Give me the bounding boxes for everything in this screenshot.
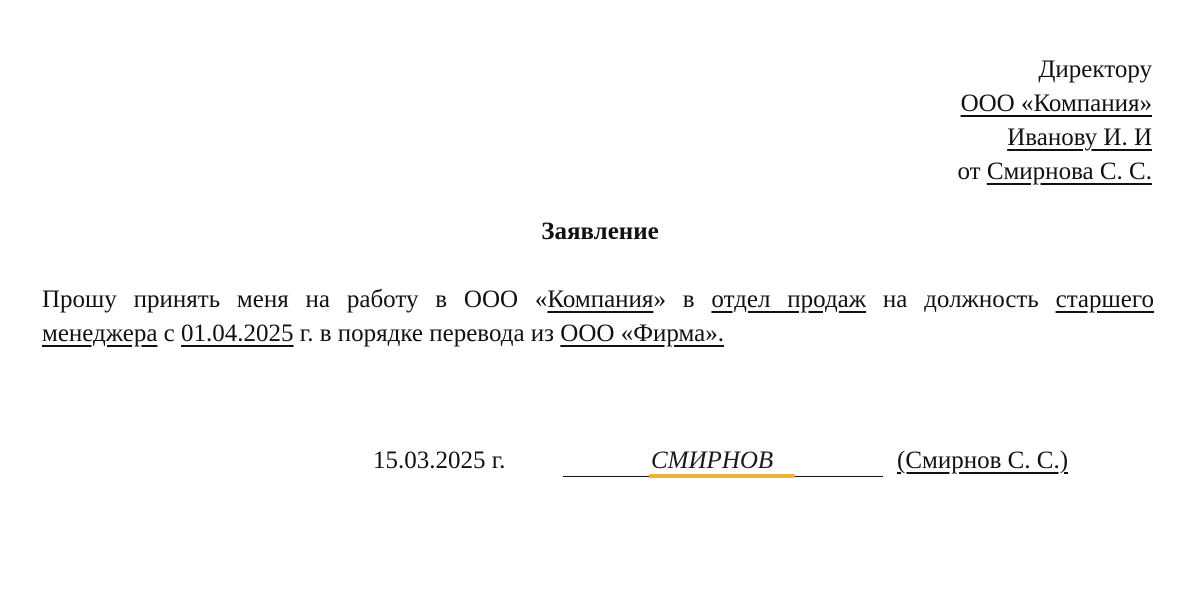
body-previous-employer: ООО «Фирма». — [560, 320, 724, 347]
addressee-director-name: Иванову И. И — [1007, 124, 1152, 151]
body-department: отдел продаж — [711, 286, 867, 313]
addressee-line-1: Директору — [1038, 56, 1152, 83]
body-text-5: г. в порядке перевода из — [293, 320, 561, 347]
from-prefix: от — [957, 158, 981, 185]
signature-row — [0, 444, 1200, 484]
body-text-3: на должность — [866, 286, 1056, 313]
addressee-company-line — [632, 87, 1152, 121]
body-text-2: » в — [653, 286, 712, 313]
application-date: 15.03.2025 г. — [373, 447, 506, 474]
body-line-2 — [42, 317, 1154, 351]
body-text-4: с — [157, 320, 182, 347]
addressee-block — [632, 53, 1152, 189]
body-position-part2: менеджера — [42, 320, 158, 347]
body-line-1 — [42, 283, 1154, 317]
document-title: Заявление — [541, 218, 659, 245]
body-start-date: 01.04.2025 — [181, 320, 294, 347]
from-name: Смирнова С. С. — [986, 158, 1152, 185]
body-company: Компания — [547, 286, 654, 313]
from-line — [632, 155, 1152, 189]
signature-decoded-name: (Смирнов С. С.) — [897, 447, 1069, 474]
addressee-company: ООО «Компания» — [960, 90, 1152, 117]
body-position-part1: старшего — [1055, 286, 1154, 313]
signature-highlight-underline — [649, 474, 795, 478]
body-text-1: Прошу принять меня на работу в ООО « — [42, 286, 548, 313]
handwritten-signature: СМИРНОВ — [651, 447, 774, 474]
application-body — [42, 283, 1154, 351]
addressee-director-line — [632, 121, 1152, 155]
